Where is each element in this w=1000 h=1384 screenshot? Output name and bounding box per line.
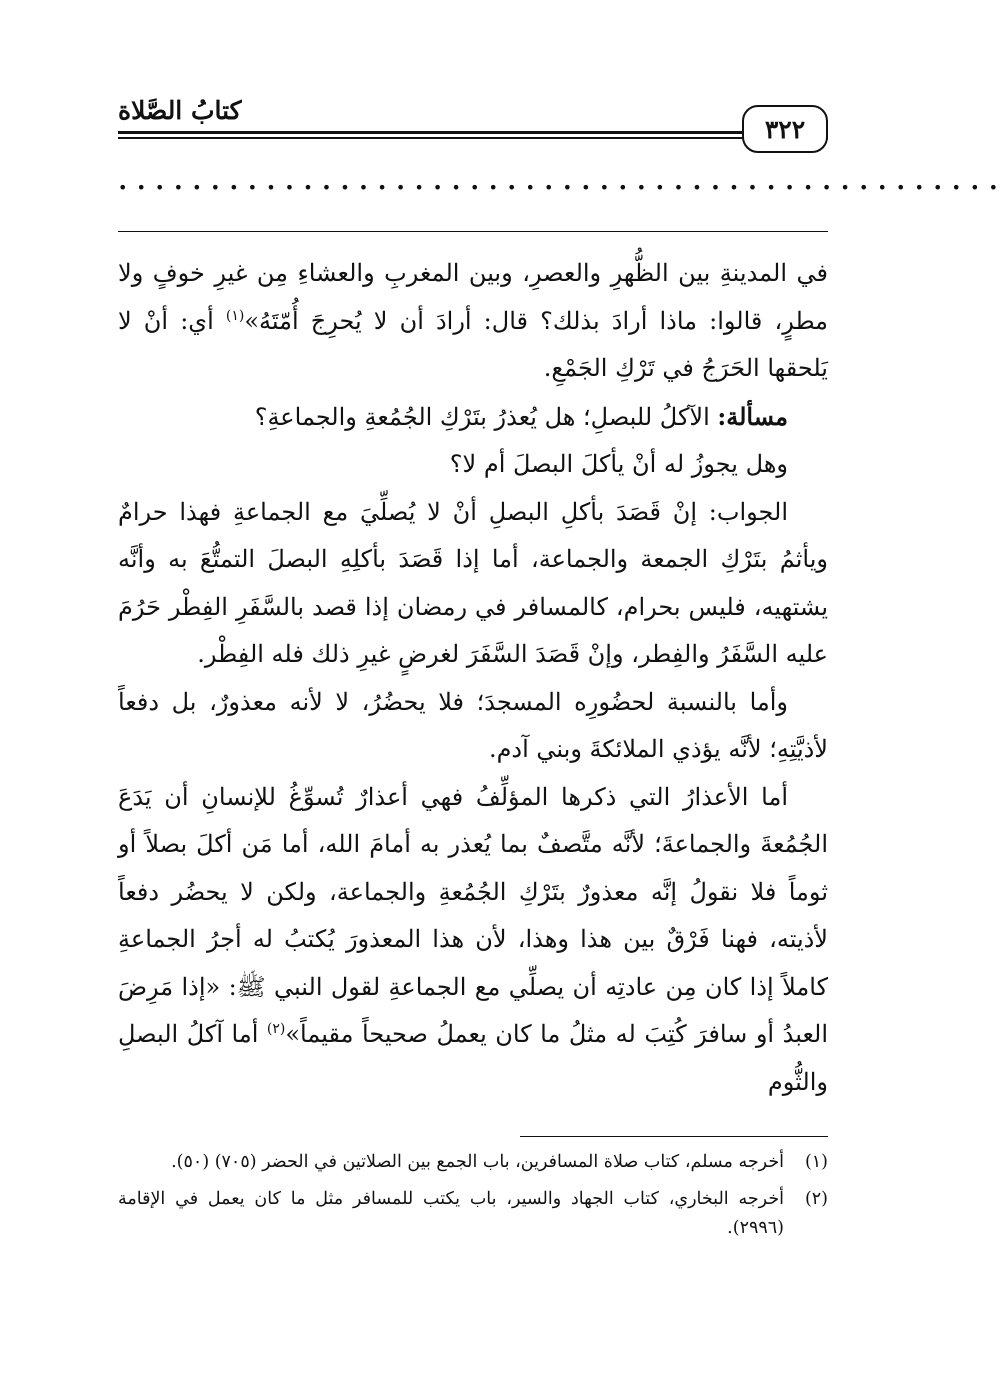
paragraph: مسألة: الآكلُ للبصلِ؛ هل يُعذرُ بتَرْكِ الجُمُعةِ والجماعةِ؟ <box>254 401 788 431</box>
content-separator <box>118 231 828 232</box>
paragraph: في المدينةِ بين الظُّهرِ والعصرِ، وبين المغربِ والعشاءِ مِن غيرِ خوفٍ ولا مطرٍ، قالوا: ماذا أرادَ بذلك؟ قال: أرادَ أن لا يُحرِجَ أُمّتَهُ»$^{(١)}$ أي: أنْ لا يَلحقها الحَرَجُ في تَرْكِ الجَمْعِ. <box>118 259 829 382</box>
paragraph: وأما بالنسبة لحضُورِه المسجدَ؛ فلا يحضُرُ، لا لأنه معذورٌ، بل دفعاً لأذيَّتِهِ؛ لأنَّه يؤذي الملائكةَ وبني آدم. <box>118 687 828 763</box>
footnote-number: (٢) <box>804 1189 828 1209</box>
footnote <box>118 1148 828 1177</box>
header-rule-thin <box>118 137 828 139</box>
footnote-text: أخرجه مسلم، كتاب صلاة المسافرين، باب الجمع بين الصلاتين في الحضر (٧٠٥) (٥٠). <box>171 1152 784 1172</box>
footnote <box>118 1185 828 1243</box>
running-header-title: كتابُ الصَّلاة <box>118 96 242 125</box>
footnotes <box>118 1148 828 1251</box>
footnote-rule <box>520 1136 828 1137</box>
main-text <box>118 250 828 1106</box>
paragraph: وهل يجوزُ له أنْ يأكلَ البصلَ أم لا؟ <box>449 450 788 478</box>
footnote-ref: (١) <box>225 307 245 324</box>
header-rule <box>118 131 828 134</box>
footnote-number: (١) <box>804 1152 828 1172</box>
page-number: ٣٢٢ <box>742 105 828 153</box>
footnote-ref: (٢) <box>266 1021 286 1037</box>
question-label: مسألة: <box>717 401 788 431</box>
dotted-separator: • • • • • • • • • • • • • • • • • • • • • • • • • • • • • • • • • • • • • • • • • • • • • • • • <box>118 178 1000 197</box>
footnote-text: أخرجه البخاري، كتاب الجهاد والسير، باب يكتب للمسافر مثل ما كان يعمل في الإقامة (٢٩٩٦). <box>118 1189 784 1238</box>
paragraph: الجواب: إنْ قَصَدَ بأكلِ البصلِ أنْ لا يُصلِّيَ مع الجماعةِ فهذا حرامٌ ويأثمُ بتَرْكِ الجمعة والجماعة، أما إذا قَصَدَ بأكلِهِ البصلَ التمتُّعَ به وأنَّه يشتهيه، فليس بحرام، كالمسافر في رمضان إذا قصد بالسَّفَرِ الفِطْر حَرُمَ عليه السَّفَرُ والفِطر، وإنْ قَصَدَ السَّفَرَ لغرضٍ غيرِ ذلك فله الفِطْر. <box>118 497 828 668</box>
paragraph: أما الأعذارُ التي ذكرها المؤلِّفُ فهي أعذارٌ تُسوِّغُ للإنسانِ أن يَدَعَ الجُمُعةَ والجماعةَ؛ لأنَّه متَّصفٌ بما يُعذر به أمامَ الله، أما مَن أكلَ بصلاً أو ثوماً فلا نقولُ إنَّه معذورٌ بتَرْكِ الجُمُعةِ والجماعة، ولكن لا يحضُر دفعاً لأذيته، فهنا فَرْقٌ بين هذا وهذا، لأن هذا المعذورَ يُكتبُ له أجرُ الجماعةِ كاملاً إذا كان مِن عادتِه أن يصلِّي مع الجماعةِ لقول النبي ﷺ: «إذا مَرِضَ العبدُ أو سافرَ كُتِبَ له مثلُ ما كان يعملُ صحيحاً مقيماً»$^{(٢)}$ أما آكلُ البصلِ والثُّوم <box>118 782 829 1096</box>
